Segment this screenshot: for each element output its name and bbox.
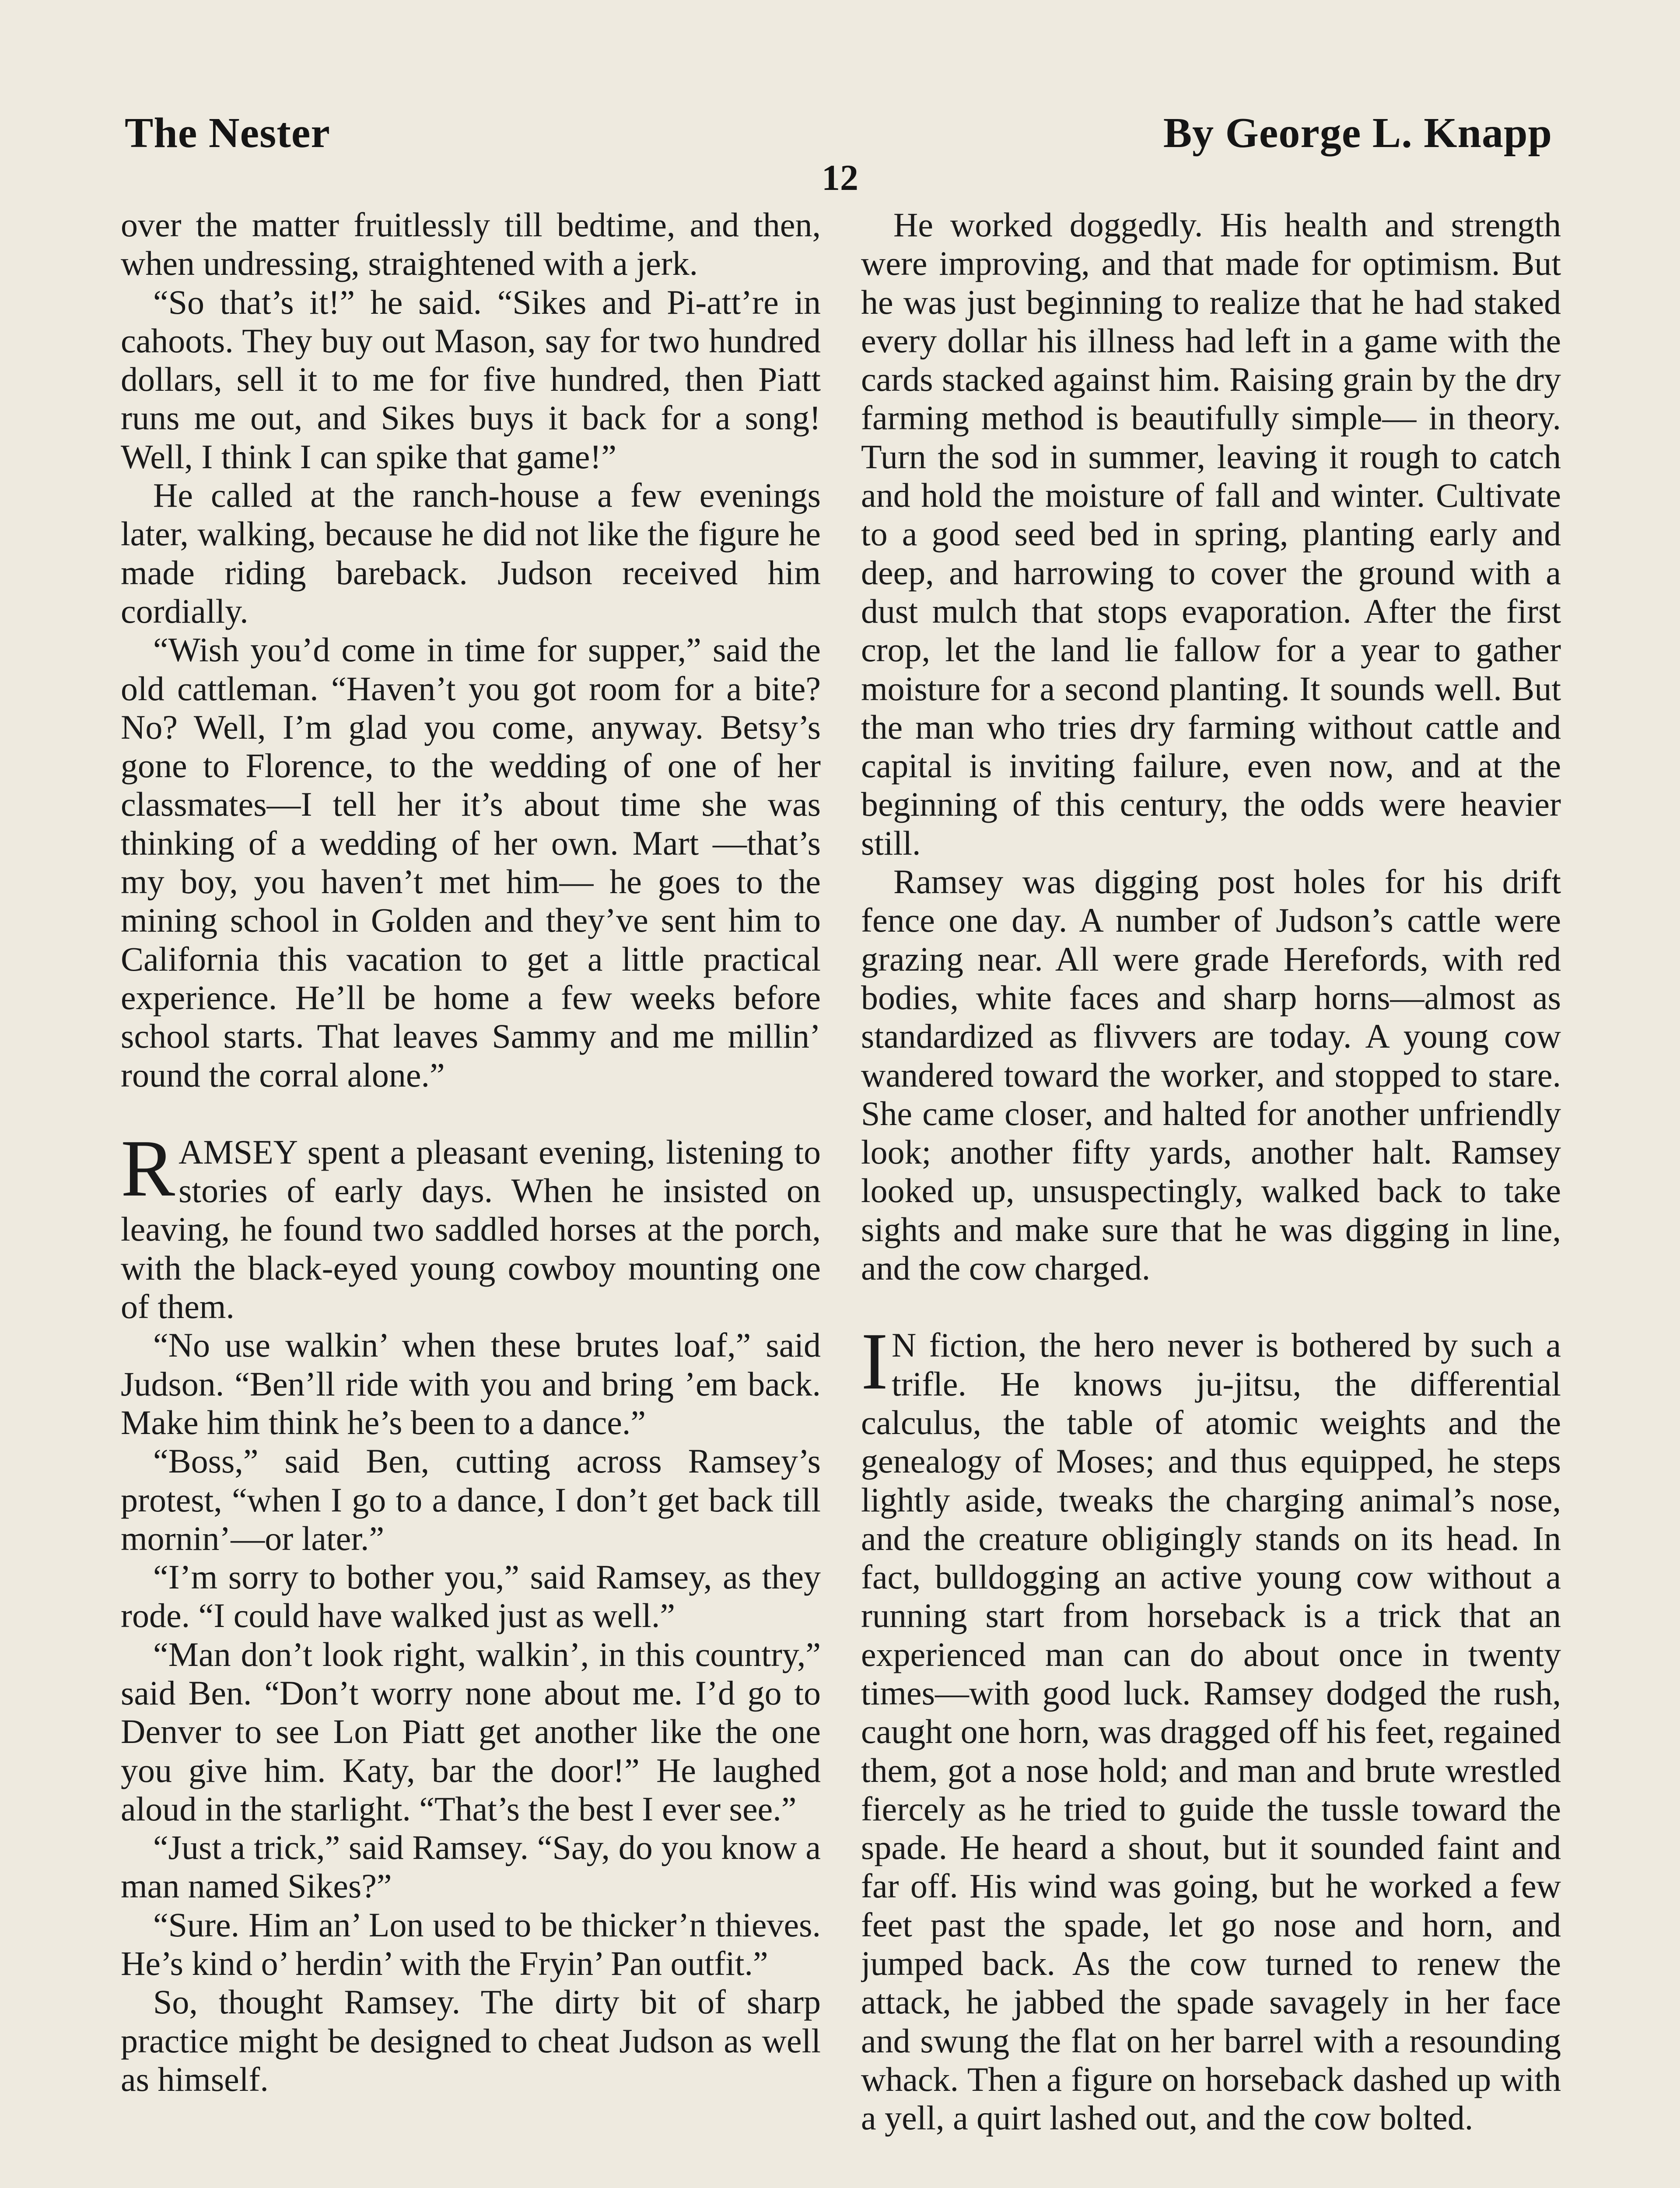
paragraph: “Boss,” said Ben, cutting across Ramsey’s protest, “when I go to a dance, I don’t get back till mornin’—or later.” — [121, 1442, 821, 1557]
right-column — [861, 206, 1561, 2188]
section-start-paragraph — [121, 1123, 821, 1326]
drop-cap: I — [861, 1316, 888, 1407]
paragraph: “Sure. Him an’ Lon used to be thicker’n thieves. He’s kind o’ herdin’ with the Fryin’ Pan outfit.” — [121, 1905, 821, 1983]
paragraph-text: N fiction, the hero never is bothered by such a trifle. He knows ju-jitsu, the differential calculus, the table of atomic weights and the genealogy of Moses; and thus equipped, he steps lightly aside, tweaks the charging animal’s nose, and the creature obligingly stands on its head. In fact, bulldogging an active young cow without a running start from horseback is a trick that an experienced man can do about once in twenty times—with good luck. Ramsey dodged the rush, caught one horn, was dragged off his feet, regained them, got a nose hold; and man and brute wrestled fiercely as he tried to guide the tussle toward the spade. He heard a shout, but it sounded faint and far off. His wind was going, but he worked a few feet past the spade, let go nose and horn, and jumped back. As the cow turned to renew the attack, he jabbed the spade savagely in her face and swung the flat on her barrel with a resounding whack. Then a figure on horseback dashed up with a yell, a quirt lashed out, and the cow bolted. — [861, 1326, 1561, 2137]
section-start-paragraph — [861, 1316, 1561, 2137]
paragraph: So, thought Ramsey. The dirty bit of sharp practice might be designed to cheat Judson as well as himself. — [121, 1983, 821, 2098]
paragraph: “Man don’t look right, walkin’, in this country,” said Ben. “Don’t worry none about me. I’d go to Denver to see Lon Piatt get another like the one you give him. Katy, bar the door!” He laughed aloud in the starlight. “That’s the best I ever see.” — [121, 1635, 821, 1828]
left-column — [121, 206, 821, 2188]
paragraph: He worked doggedly. His health and strength were improving, and that made for optimism. But he was just beginning to realize that he had staked every dollar his illness had left in a game with the cards stacked against him. Raising grain by the dry farming method is beautifully simple— in theory. Turn the sod in summer, leaving it rough to catch and hold the moisture of fall and winter. Cultivate to a good seed bed in spring, planting early and deep, and harrowing to cover the ground with a dust mulch that stops evaporation. After the first crop, let the land lie fallow for a year to gather moisture for a second planting. It sounds well. But the man who tries dry farming without cattle and capital is inviting failure, even now, and at the beginning of this century, the odds were heavier still. — [861, 206, 1561, 862]
paragraph: “Wish you’d come in time for supper,” said the old cattleman. “Haven’t you got room for a bite? No? Well, I’m glad you come, anyway. Betsy’s gone to Florence, to the wedding of one of her classmates—I tell her it’s about time she was thinking of a wedding of her own. Mart —that’s my boy, you haven’t met him— he goes to the mining school in Golden and they’ve sent him to California this vacation to get a little practical experience. He’ll be home a few weeks before school starts. That leaves Sammy and me millin’ round the corral alone.” — [121, 631, 821, 1094]
paragraph: Ramsey was digging post holes for his drift fence one day. A number of Judson’s cattle were grazing near. All were grade Herefords, with red bodies, white faces and sharp horns—almost as standardized as flivvers are today. A young cow wandered toward the worker, and stopped to stare. She came closer, and halted for another unfriendly look; another fifty yards, another halt. Ramsey looked up, unsuspectingly, walked back to take sights and make sure that he was digging in line, and the cow charged. — [861, 863, 1561, 1287]
paragraph-text: AMSEY spent a pleasant evening, listening to stories of early days. When he insisted on leaving, he found two saddled horses at the porch, with the black-eyed young cowboy mounting one of them. — [121, 1133, 821, 1326]
paragraph: “So that’s it!” he said. “Sikes and Pi-att’re in cahoots. They buy out Mason, say for two hundred dollars, sell it to me for five hundred, then Piatt runs me out, and Sikes buys it back for a song! Well, I think I can spike that game!” — [121, 283, 821, 476]
story-title: The Nester — [125, 109, 330, 157]
story-byline: By George L. Knapp — [1163, 109, 1552, 157]
paragraph: He called at the ranch-house a few evenings later, walking, because he did not like the figure he made riding bareback. Judson received him cordially. — [121, 476, 821, 630]
paragraph: “Just a trick,” said Ramsey. “Say, do you know a man named Sikes?” — [121, 1828, 821, 1905]
page-number: 12 — [822, 158, 858, 198]
paragraph: over the matter fruitlessly till bedtime, and then, when undressing, straightened with a jerk. — [121, 206, 821, 283]
paragraph: “No use walkin’ when these brutes loaf,” said Judson. “Ben’ll ride with you and bring ’em back. Make him think he’s been to a dance.” — [121, 1326, 821, 1441]
drop-cap: R — [121, 1123, 175, 1213]
paragraph: “I’m sorry to bother you,” said Ramsey, as they rode. “I could have walked just as well.” — [121, 1558, 821, 1635]
